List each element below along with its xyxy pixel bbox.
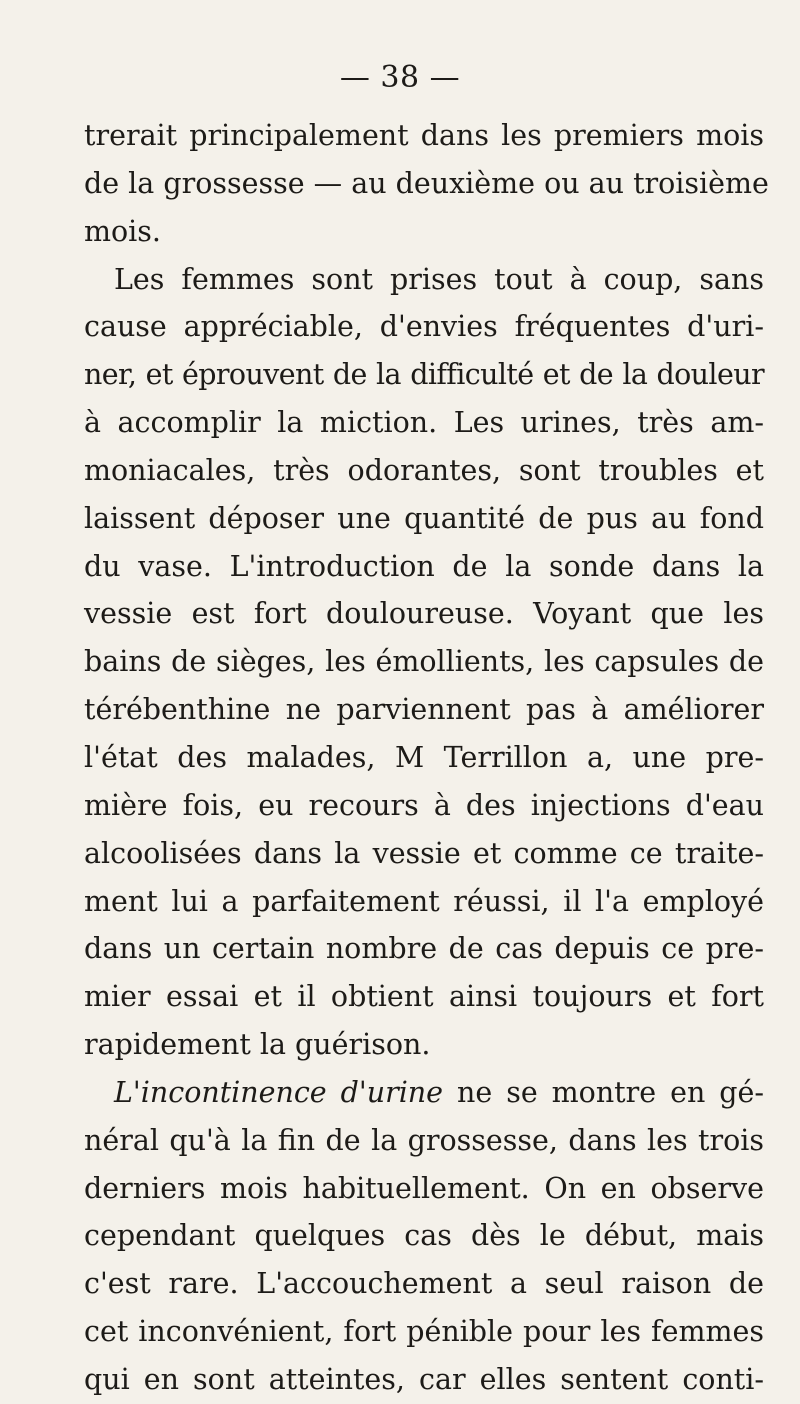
- text-line: mois.: [84, 214, 161, 248]
- text-line: rapidement la guérison.: [84, 1028, 431, 1062]
- text-line: Les femmes sont prises tout à coup, sans: [114, 262, 764, 296]
- text-line: vessie est fort douloureuse. Voyant que les: [84, 597, 764, 631]
- text-line: [84, 1069, 764, 1117]
- text-line: moniacales, très odorantes, sont troubles et: [84, 453, 764, 487]
- text-line: c'est rare. L'accouchement a seul raison de: [84, 1267, 764, 1301]
- text-line: l'état des malades, M Terrillon a, une pre-: [84, 740, 764, 774]
- text-line: laissent déposer une quantité de pus au fond: [84, 501, 764, 535]
- page-number: — 38 —: [339, 60, 461, 95]
- text-line: cependant quelques cas dès le début, mais: [84, 1219, 764, 1253]
- italic-term: L'incontinence d'urine: [114, 1075, 444, 1109]
- text-line: à accomplir la miction. Les urines, très am-: [84, 406, 764, 440]
- text-line: ner, et éprouvent de la difficulté et de la douleur: [84, 358, 764, 392]
- text-line: mière fois, eu recours à des injections d'eau: [84, 788, 764, 822]
- text-line: ment lui a parfaitement réussi, il l'a employé: [84, 884, 764, 918]
- body-text: [84, 112, 769, 1404]
- text-line: dans un certain nombre de cas depuis ce pre-: [84, 932, 764, 966]
- text-line: mier essai et il obtient ainsi toujours et fort: [84, 980, 764, 1014]
- text-line: trerait principalement dans les premiers mois: [84, 119, 764, 152]
- text-line: derniers mois habituellement. On en observe: [84, 1171, 764, 1205]
- text-line: qui en sont atteintes, car elles sentent conti-: [84, 1362, 764, 1396]
- text-line: cet inconvénient, fort pénible pour les femmes: [84, 1315, 764, 1349]
- text-line: de la grossesse — au deuxième ou au troisième: [84, 166, 769, 200]
- text-line: alcoolisées dans la vessie et comme ce traite-: [84, 836, 764, 870]
- text-line: cause appréciable, d'envies fréquentes d'uri-: [84, 310, 764, 344]
- text-line: bains de sièges, les émollients, les capsules de: [84, 645, 764, 679]
- text-line: néral qu'à la fin de la grossesse, dans les trois: [84, 1123, 764, 1157]
- text-line: du vase. L'introduction de la sonde dans la: [84, 549, 764, 583]
- text-fragment: ne se montre en gé-: [443, 1075, 765, 1109]
- text-line: térébenthine ne parviennent pas à améliorer: [84, 693, 764, 727]
